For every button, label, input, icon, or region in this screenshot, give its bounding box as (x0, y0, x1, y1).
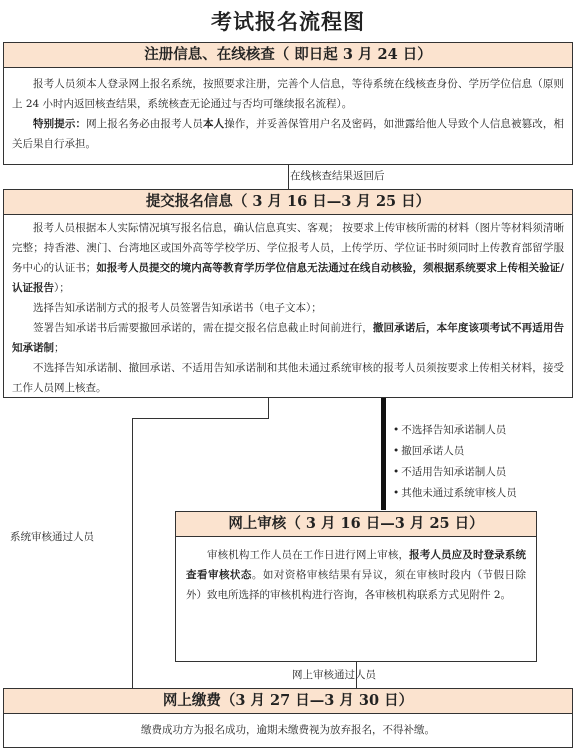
step-submit-p4: 不选择告知承诺制、撤回承诺、不适用告知承诺制和其他未通过系统审核的报考人员须按要求上传相关材料，接受工作人员网上核查。 (12, 362, 564, 394)
list-item: • 不选择告知承诺制人员 (393, 420, 517, 441)
step-payment-header (3, 688, 573, 714)
label-online-pass: 网上审核通过人员 (292, 669, 376, 681)
label-system-pass: 系统审核通过人员 (10, 531, 94, 543)
step-register-title: 注册信息、在线核查 (144, 46, 275, 63)
step-submit-p3: 签署告知承诺书后需要撤回承诺的，需在提交报名信息截止时间前进行，撤回承诺后，本年度该项考试不再适用告知承诺制； (12, 322, 565, 354)
connector-line (132, 418, 133, 688)
step-review-text: 审核机构工作人员在工作日进行网上审核，报考人员应及时登录系统查看审核状态。如对资格审核结果有异议，须在审核时段内（节假日除外）致电所选择的审核机构进行咨询，各审核机构联系方式见附件 2。 (186, 549, 527, 601)
step-register-tip: 特别提示：网上报名务必由报考人员本人操作，并妥善保管用户名及密码，如泄露给他人导致个人信息被篡改，相关后果自行承担。 (12, 118, 565, 150)
thick-connector (381, 398, 386, 510)
step-register-header (3, 42, 573, 68)
step-submit-header (3, 189, 573, 215)
step-review-date: （ 3 月 16 日—3 月 25 日） (286, 515, 484, 532)
step-submit-date: （ 3 月 16 日—3 月 25 日） (232, 193, 431, 210)
step-submit-body (3, 215, 573, 398)
connector-line (268, 398, 269, 418)
step-review-title: 网上审核 (228, 515, 287, 532)
list-item: • 其他未通过系统审核人员 (393, 483, 517, 504)
manual-review-list (393, 420, 517, 504)
step-review-header (175, 511, 537, 537)
connector-line (132, 418, 269, 419)
step-payment-title: 网上缴费 (162, 692, 221, 709)
connector-line (288, 165, 289, 189)
step-review-body (175, 537, 537, 662)
list-item: • 撤回承诺人员 (393, 441, 517, 462)
step-register-date: （ 即日起 3 月 24 日） (274, 46, 432, 63)
step-payment-body (3, 714, 573, 748)
step-submit-title: 提交报名信息 (145, 193, 233, 210)
step-payment-text: 缴费成功方为报名成功，逾期未缴费视为放弃报名，不得补缴。 (141, 724, 435, 736)
step-submit-p2: 选择告知承诺制方式的报考人员签署告知承诺书（电子文本）； (33, 302, 322, 314)
step-payment-date: （3 月 27 日—3 月 30 日） (220, 692, 414, 709)
page-title: 考试报名流程图 (211, 9, 365, 34)
step-register-body (3, 68, 573, 165)
list-item: • 不适用告知承诺制人员 (393, 462, 517, 483)
label-check-returned: 在线核查结果返回后 (290, 170, 385, 182)
step-register-text: 报考人员须本人登录网上报名系统，按照要求注册，完善个人信息，等待系统在线核查身份、学历学位信息（原则上 24 小时内返回核查结果，系统核查无论通过与否均可继续报名流程）。 (12, 78, 564, 110)
step-submit-p1: 报考人员根据本人实际情况填写报名信息，确认信息真实、客观； 按要求上传审核所需的材料（图片等材料须清晰完整；持香港、澳门、台湾地区或国外高等学校学历、学位报考人员，上传学历、学位证书时须同时上传教育部留学服务中心的认证书；如报考人员提交的境内高等教育学历学位信息无法通过在线自动核验，须根据系统要求上传相关验证/认证报告）； (12, 222, 564, 294)
